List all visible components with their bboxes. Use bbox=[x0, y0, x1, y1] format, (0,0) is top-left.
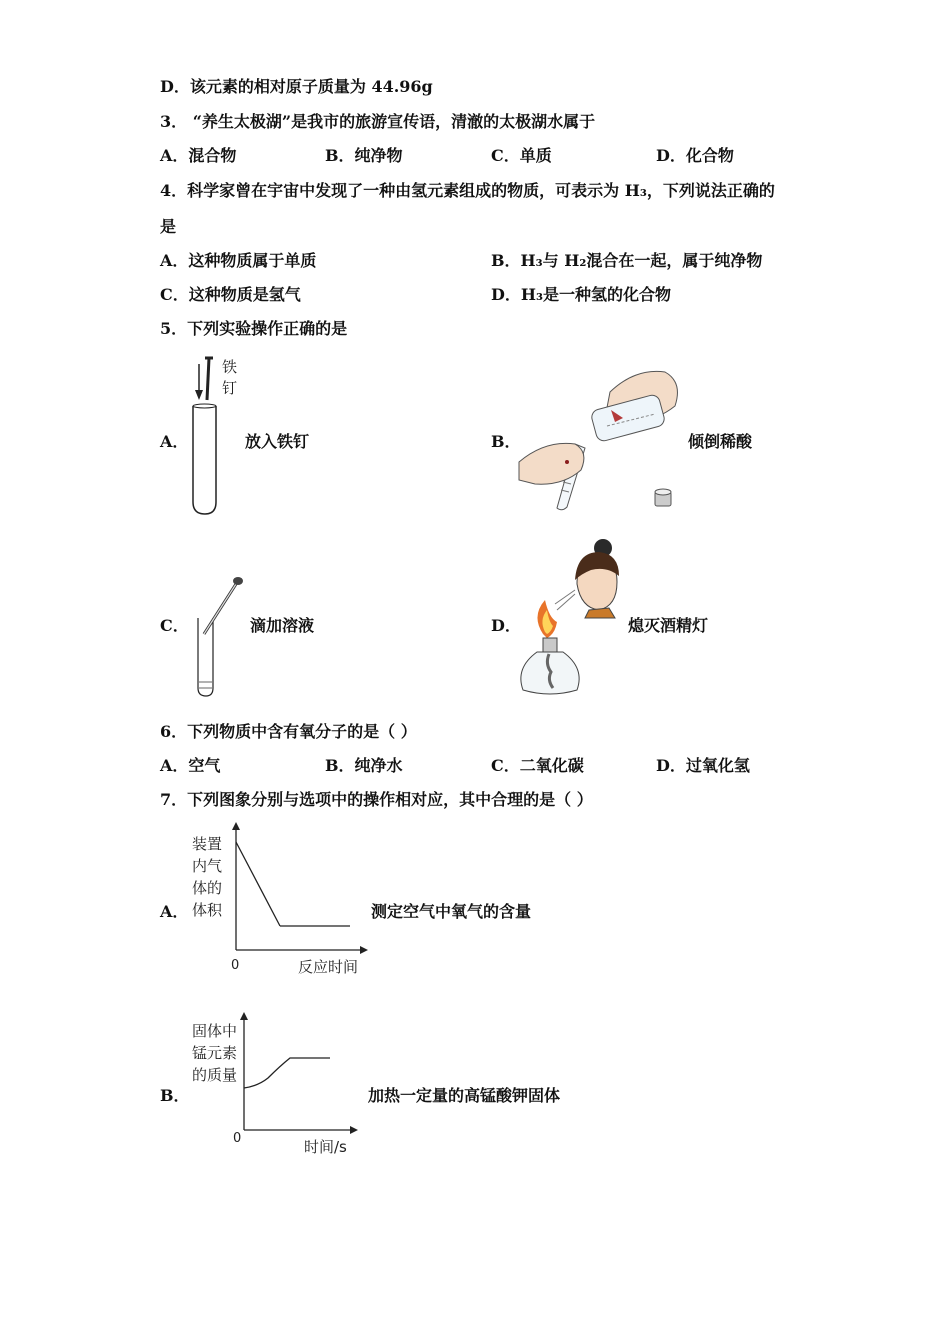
q4-stem-line2: 是 bbox=[160, 217, 177, 236]
graph-a-ylabel-2: 内气 bbox=[192, 857, 223, 875]
graph-a-ylabel-3: 体的 bbox=[192, 879, 223, 897]
pouring-acid-figure bbox=[515, 362, 690, 517]
graph-b-ylabel-1: 固体中 bbox=[192, 1022, 238, 1040]
graph-b-xlabel: 时间/s bbox=[304, 1138, 347, 1156]
q6-option-c: C．二氧化碳 bbox=[491, 756, 584, 775]
q7-graph-a-letter: A． bbox=[160, 902, 189, 921]
q5-option-b-letter: B． bbox=[491, 432, 521, 451]
q4-option-d: D．H₃是一种氢的化合物 bbox=[491, 285, 672, 304]
q4-stem-line1: 4．科学家曾在宇宙中发现了一种由氢元素组成的物质，可表示为 H₃，下列说法正确的 bbox=[160, 181, 775, 200]
q5-stem: 5．下列实验操作正确的是 bbox=[160, 319, 348, 338]
graph-b-ylabel-2: 锰元素 bbox=[192, 1044, 238, 1062]
nail-label-2: 钉 bbox=[222, 379, 238, 397]
q4-option-b: B．H₃与 H₂混合在一起，属于纯净物 bbox=[491, 251, 763, 270]
q5-option-b-caption: 倾倒稀酸 bbox=[688, 432, 753, 451]
graph-a-axes bbox=[226, 822, 371, 957]
q5-option-d-caption: 熄灭酒精灯 bbox=[628, 616, 709, 635]
q5-option-c-letter: C． bbox=[160, 616, 189, 635]
q3-option-a: A．混合物 bbox=[160, 146, 237, 165]
q7-graph-b-caption: 加热一定量的高锰酸钾固体 bbox=[368, 1086, 561, 1105]
nail-label-1: 铁 bbox=[222, 358, 238, 376]
graph-a-origin: 0 bbox=[231, 958, 240, 973]
q6-option-b: B．纯净水 bbox=[325, 756, 403, 775]
q6-option-d: D．过氧化氢 bbox=[656, 756, 750, 775]
q5-option-a-caption: 放入铁钉 bbox=[245, 432, 310, 451]
q7-graph-b-letter: B． bbox=[160, 1086, 190, 1105]
q5-option-c-caption: 滴加溶液 bbox=[250, 616, 315, 635]
graph-b-axes bbox=[236, 1012, 361, 1137]
q3-stem: 3． “养生太极湖”是我市的旅游宣传语，清澈的太极湖水属于 bbox=[160, 112, 596, 131]
graph-a-ylabel-4: 体积 bbox=[192, 901, 223, 919]
q7-graph-a-caption: 测定空气中氧气的含量 bbox=[371, 902, 532, 921]
q5-option-a-letter: A． bbox=[160, 432, 189, 451]
q2-option-d: D．该元素的相对原子质量为 44.96g bbox=[160, 77, 433, 96]
q4-option-a: A．这种物质属于单质 bbox=[160, 251, 317, 270]
alcohol-lamp-figure bbox=[515, 538, 630, 703]
q3-option-d: D．化合物 bbox=[656, 146, 734, 165]
q6-stem: 6．下列物质中含有氧分子的是（ ） bbox=[160, 722, 417, 741]
q7-stem: 7．下列图象分别与选项中的操作相对应，其中合理的是（ ） bbox=[160, 790, 593, 809]
q5-option-d-letter: D． bbox=[491, 616, 521, 635]
graph-b-ylabel-3: 的质量 bbox=[192, 1066, 238, 1084]
q3-option-c: C．单质 bbox=[491, 146, 552, 165]
graph-b-origin: 0 bbox=[233, 1131, 242, 1146]
dropper-test-tube-figure bbox=[190, 572, 250, 702]
q6-option-a: A．空气 bbox=[160, 756, 221, 775]
q4-option-c: C．这种物质是氢气 bbox=[160, 285, 301, 304]
graph-a-ylabel-1: 装置 bbox=[192, 835, 223, 853]
q3-option-b: B．纯净物 bbox=[325, 146, 403, 165]
graph-a-xlabel: 反应时间 bbox=[298, 958, 359, 976]
